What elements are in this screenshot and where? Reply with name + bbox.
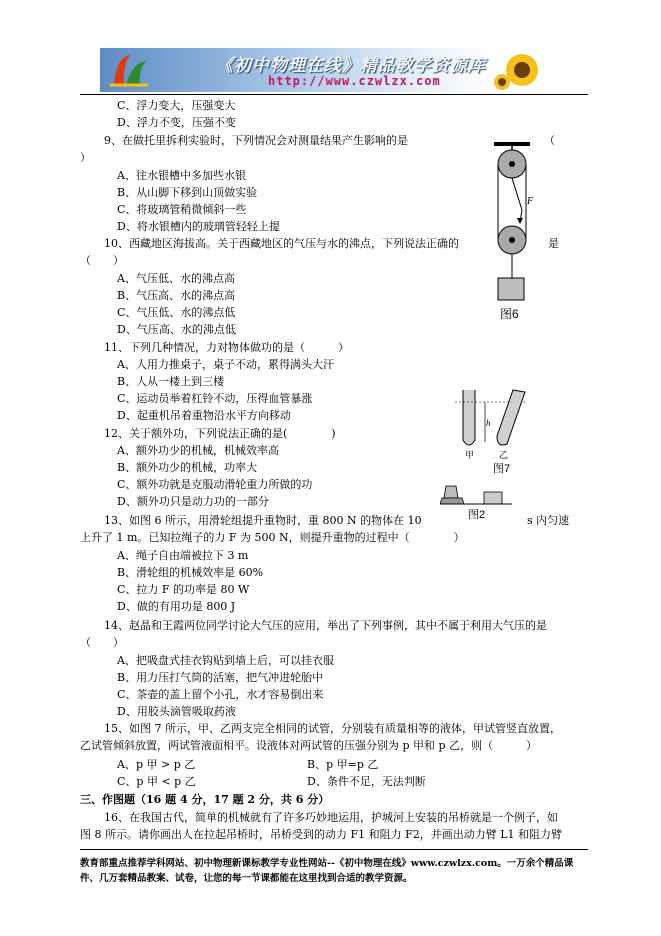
figure-2 bbox=[440, 476, 520, 521]
label-jia: 甲 bbox=[465, 450, 475, 460]
question-9-paren-close: ） bbox=[80, 151, 91, 164]
option-line: A、往水银槽中多加些水银 bbox=[117, 169, 246, 182]
arrow-head-icon bbox=[517, 218, 523, 224]
footer-rule bbox=[80, 849, 588, 850]
option-line: C、拉力 F 的功率是 80 W bbox=[117, 583, 250, 596]
figure-7-test-tubes bbox=[455, 388, 530, 478]
option-line: B、滑轮组的机械效率是 60% bbox=[117, 566, 264, 579]
question-14: 14、赵晶和王霞两位同学讨论大气压的应用，举出了下列事例，其中不属于利用大气压的是 bbox=[104, 619, 547, 632]
option-line: D、条件不足，无法判断 bbox=[307, 775, 426, 788]
option-line: C、气压低、水的沸点低 bbox=[117, 306, 236, 319]
footer bbox=[80, 856, 588, 886]
option-line: B、人从一楼上到三楼 bbox=[117, 375, 225, 388]
question-16: 16、在我国古代，简单的机械就有了许多巧妙地运用，护城河上安装的吊桥就是一个例子，如 bbox=[104, 811, 558, 824]
option-line: B、气压高、水的沸点高 bbox=[117, 289, 236, 302]
option-line: A、p 甲 > p 乙 bbox=[117, 758, 196, 771]
option-line: C、额外功就是克服动滑轮重力所做的功 bbox=[117, 478, 313, 491]
option-line: B、p 甲=p 乙 bbox=[307, 758, 379, 771]
question-9: 9、在做托里拆利实验时，下列情况会对测量结果产生影响的是 bbox=[104, 134, 408, 147]
axle bbox=[509, 237, 515, 243]
option-line: C、茶壶的盖上留个小孔，水才容易倒出来 bbox=[117, 688, 324, 701]
footer-line-1: 教育部重点推荐学科网站、初中物理新课标教学专业性网站--《初中物理在线》www.czwlzx.com。一万余个精品课 bbox=[80, 858, 574, 869]
option-line: B、额外功少的机械，功率大 bbox=[117, 461, 258, 474]
figure-6-pulley bbox=[490, 140, 540, 325]
sunflower-icon bbox=[492, 50, 552, 90]
option-line: D、浮力不变，压强不变 bbox=[117, 116, 236, 129]
label-yi: 乙 bbox=[499, 450, 509, 460]
question-16-line2: 图 8 所示。请你画出人在拉起吊桥时，吊桥受到的动力 F1 和阻力 F2，并画出动力臂 L1 和阻力臂 bbox=[80, 828, 563, 841]
object-base bbox=[440, 498, 464, 504]
figure-2-label: 图2 bbox=[468, 509, 486, 521]
figure-6-label: 图6 bbox=[500, 307, 519, 321]
question-9-paren: （ bbox=[544, 134, 555, 147]
question-10-paren: （ ） bbox=[80, 254, 124, 267]
rope bbox=[512, 178, 522, 210]
banner-title: 《初中物理在线》精品教学资源库 bbox=[216, 56, 486, 76]
question-13: 13、如图 6 所示，用滑轮组提升重物时，重 800 N 的物体在 10 bbox=[104, 514, 422, 527]
option-line: C、浮力变大，压强变大 bbox=[117, 99, 236, 112]
figure-7-label: 图7 bbox=[493, 463, 511, 475]
option-line: A、把吸盘式挂衣钩贴到墙上后，可以挂衣服 bbox=[117, 654, 334, 667]
option-line: C、运动员举着杠铃不动，压得血管暴涨 bbox=[117, 392, 313, 405]
banner-url[interactable]: http://www.czwlzx.com bbox=[268, 74, 441, 88]
option-line: A、绳子自由端被拉下 3 m bbox=[117, 549, 249, 562]
question-14-paren: （ ） bbox=[80, 636, 124, 649]
question-15-line2: 乙试管倾斜放置，两试管液面相平。设液体对两试管的压强分别为 p 甲和 p 乙，则（ ） bbox=[80, 739, 538, 752]
tube-yi bbox=[497, 390, 525, 445]
option-line: D、做的有用功是 800 J bbox=[117, 600, 236, 613]
option-line: A、气压低、水的沸点高 bbox=[117, 272, 235, 285]
weight-block bbox=[498, 278, 524, 300]
option-line: B、从山脚下移到山顶做实验 bbox=[117, 186, 258, 199]
force-label: F bbox=[527, 196, 534, 207]
question-13-line2: 上升了 1 m。已知拉绳子的力 F 为 500 N，则提升重物的过程中（ ） bbox=[80, 531, 465, 544]
header-rule bbox=[80, 94, 588, 95]
option-line: C、将玻璃管稍微倾斜一些 bbox=[117, 203, 247, 216]
option-line: D、额外功只是动力功的一部分 bbox=[117, 495, 269, 508]
axle bbox=[509, 161, 515, 167]
option-line: D、将水银槽内的玻璃管轻轻上提 bbox=[117, 220, 280, 233]
option-line: D、用胶头滴管吸取药液 bbox=[117, 705, 236, 718]
tube-jia bbox=[463, 390, 475, 445]
height-label: h bbox=[486, 418, 491, 428]
question-11: 11、下列几种情况，力对物体做功的是（ ） bbox=[104, 341, 349, 354]
ceiling-bar bbox=[494, 142, 530, 146]
header-banner bbox=[100, 48, 562, 92]
option-line: C、p 甲 < p 乙 bbox=[117, 775, 196, 788]
section-heading: 三、作图题（16 题 4 分，17 题 2 分，共 6 分） bbox=[80, 793, 330, 806]
question-15: 15、如图 7 所示，甲、乙两支完全相同的试管，分别装有质量相等的液体，甲试管竖直放置， bbox=[104, 722, 561, 735]
question-12: 12、关于额外功，下列说法正确的是( ) bbox=[104, 427, 336, 440]
question-10-shi: 是 bbox=[548, 237, 559, 250]
question-10: 10、西藏地区海拔高。关于西藏地区的气压与水的沸点，下列说法正确的 bbox=[104, 237, 459, 250]
footer-line-2: 件、几万套精品教案、试卷，让您的每一节课都能在这里找到合适的教学资源。 bbox=[80, 873, 413, 884]
option-line: D、起重机吊着重物沿水平方向移动 bbox=[117, 409, 291, 422]
option-line: B、用力压打气筒的活塞，把气冲进轮胎中 bbox=[117, 671, 324, 684]
object-box bbox=[484, 492, 502, 504]
site-logo-icon bbox=[106, 51, 152, 89]
option-line: A、人用力推桌子，桌子不动，累得满头大汗 bbox=[117, 358, 334, 371]
object-stack bbox=[444, 486, 458, 498]
option-line: D、气压高、水的沸点低 bbox=[117, 323, 236, 336]
question-13-tail: s 内匀速 bbox=[527, 514, 570, 527]
option-line: A、额外功少的机械，机械效率高 bbox=[117, 444, 279, 457]
